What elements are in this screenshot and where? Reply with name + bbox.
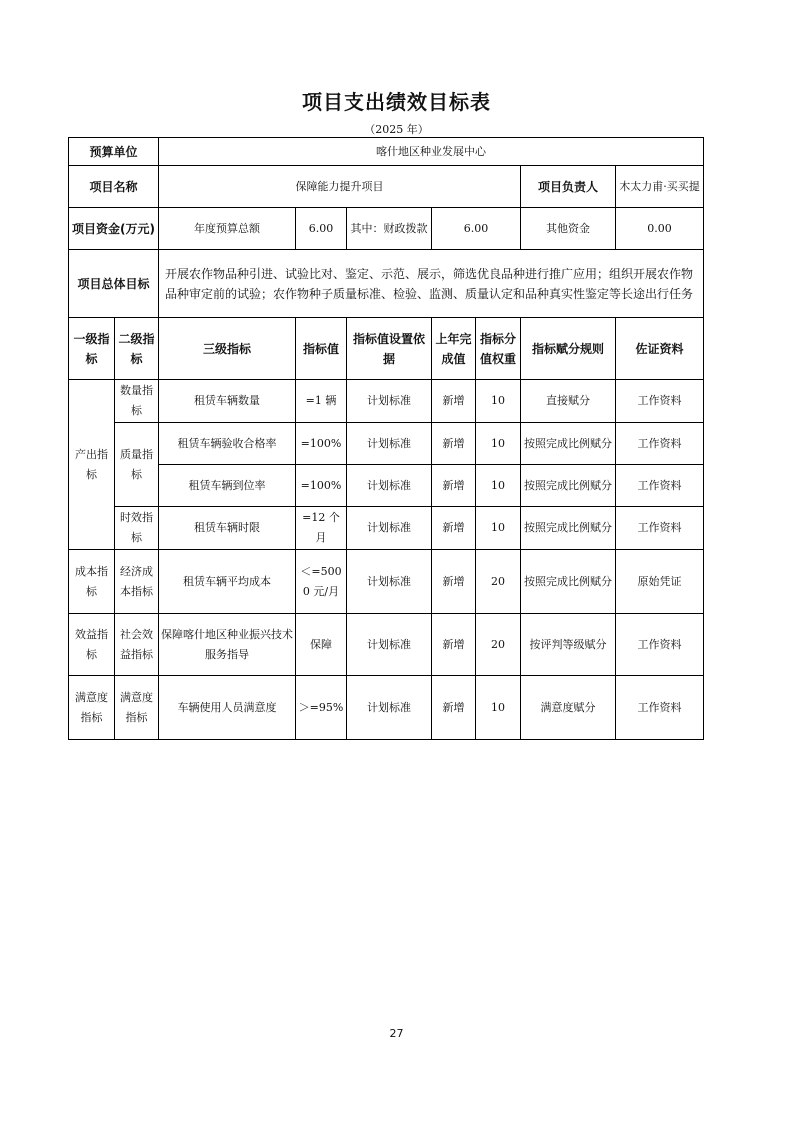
value-cell: ＞=95% [296, 676, 347, 740]
level3-cell: 租赁车辆验收合格率 [159, 423, 296, 465]
weight-cell: 10 [476, 507, 521, 550]
rule-cell: 满意度赋分 [521, 676, 616, 740]
annual-budget-value: 6.00 [296, 208, 347, 250]
level1-cost: 成本指标 [69, 550, 115, 614]
level2-timeliness: 时效指标 [115, 507, 159, 550]
basis-cell: 计划标准 [347, 465, 432, 507]
weight-cell: 10 [476, 465, 521, 507]
rule-cell: 直接赋分 [521, 380, 616, 423]
level1-output: 产出指标 [69, 380, 115, 550]
rule-cell: 按评判等级赋分 [521, 614, 616, 676]
fiscal-value: 6.00 [432, 208, 521, 250]
last-year-cell: 新增 [432, 465, 476, 507]
annual-budget-label: 年度预算总额 [159, 208, 296, 250]
evidence-cell: 原始凭证 [616, 550, 704, 614]
level3-cell: 车辆使用人员满意度 [159, 676, 296, 740]
fund-label: 项目资金(万元) [69, 208, 159, 250]
weight-cell: 10 [476, 423, 521, 465]
year-label: （2025 年） [364, 123, 429, 136]
level2-economic-cost: 经济成本指标 [115, 550, 159, 614]
header-level1: 一级指标 [69, 318, 115, 380]
value-cell: =12 个月 [296, 507, 347, 550]
goal-value: 开展农作物品种引进、试验比对、鉴定、示范、展示，筛选优良品种进行推广应用；组织开展农作物品种审定前的试验；农作物种子质量标准、检验、监测、质量认定和品种真实性鉴定等长途出行任务 [159, 250, 704, 318]
weight-cell: 20 [476, 550, 521, 614]
table-row [69, 550, 704, 614]
other-fund-label: 其他资金 [521, 208, 616, 250]
value-cell: =100% [296, 423, 347, 465]
evidence-cell: 工作资料 [616, 423, 704, 465]
rule-cell: 按照完成比例赋分 [521, 507, 616, 550]
budget-unit-value: 喀什地区种业发展中心 [159, 138, 704, 166]
page-title: 项目支出绩效目标表 [302, 90, 491, 114]
project-leader-label: 项目负责人 [521, 166, 616, 208]
last-year-cell: 新增 [432, 507, 476, 550]
last-year-cell: 新增 [432, 380, 476, 423]
header-value: 指标值 [296, 318, 347, 380]
basis-cell: 计划标准 [347, 507, 432, 550]
value-cell: =100% [296, 465, 347, 507]
value-cell: 保障 [296, 614, 347, 676]
level2-satisfaction: 满意度指标 [115, 676, 159, 740]
level3-cell: 租赁车辆数量 [159, 380, 296, 423]
value-cell: ＜=5000 元/月 [296, 550, 347, 614]
level1-satisfaction: 满意度指标 [69, 676, 115, 740]
evidence-cell: 工作资料 [616, 380, 704, 423]
project-name-value: 保障能力提升项目 [159, 166, 521, 208]
level3-cell: 保障喀什地区种业振兴技术服务指导 [159, 614, 296, 676]
budget-unit-label: 预算单位 [69, 138, 159, 166]
rule-cell: 按照完成比例赋分 [521, 465, 616, 507]
project-leader-value: 木太力甫·买买提 [616, 166, 704, 208]
last-year-cell: 新增 [432, 423, 476, 465]
table-row [69, 380, 704, 423]
level1-benefit: 效益指标 [69, 614, 115, 676]
project-fund-row [69, 208, 704, 250]
header-basis: 指标值设置依据 [347, 318, 432, 380]
weight-cell: 10 [476, 676, 521, 740]
header-level3: 三级指标 [159, 318, 296, 380]
project-name-row [69, 166, 704, 208]
level2-quality: 质量指标 [115, 423, 159, 507]
header-weight: 指标分值权重 [476, 318, 521, 380]
basis-cell: 计划标准 [347, 614, 432, 676]
header-evidence: 佐证资料 [616, 318, 704, 380]
basis-cell: 计划标准 [347, 676, 432, 740]
last-year-cell: 新增 [432, 676, 476, 740]
evidence-cell: 工作资料 [616, 465, 704, 507]
other-fund-value: 0.00 [616, 208, 704, 250]
evidence-cell: 工作资料 [616, 507, 704, 550]
table-row [69, 507, 704, 550]
rule-cell: 按照完成比例赋分 [521, 550, 616, 614]
indicator-header-row [69, 318, 704, 380]
level2-social-benefit: 社会效益指标 [115, 614, 159, 676]
last-year-cell: 新增 [432, 614, 476, 676]
evidence-cell: 工作资料 [616, 676, 704, 740]
table-row [69, 423, 704, 465]
fiscal-label: 其中：财政拨款 [347, 208, 432, 250]
evidence-cell: 工作资料 [616, 614, 704, 676]
performance-table [68, 137, 704, 740]
basis-cell: 计划标准 [347, 380, 432, 423]
table-row [69, 676, 704, 740]
basis-cell: 计划标准 [347, 423, 432, 465]
table-row [69, 465, 704, 507]
header-level2: 二级指标 [115, 318, 159, 380]
level3-cell: 租赁车辆到位率 [159, 465, 296, 507]
value-cell: =1 辆 [296, 380, 347, 423]
header-last-year: 上年完成值 [432, 318, 476, 380]
level3-cell: 租赁车辆平均成本 [159, 550, 296, 614]
budget-unit-row [69, 138, 704, 166]
weight-cell: 20 [476, 614, 521, 676]
last-year-cell: 新增 [432, 550, 476, 614]
page-number: 27 [389, 1027, 404, 1040]
level2-quantity: 数量指标 [115, 380, 159, 423]
rule-cell: 按照完成比例赋分 [521, 423, 616, 465]
table-row [69, 614, 704, 676]
basis-cell: 计划标准 [347, 550, 432, 614]
overall-goal-row [69, 250, 704, 318]
goal-label: 项目总体目标 [69, 250, 159, 318]
project-name-label: 项目名称 [69, 166, 159, 208]
header-rule: 指标赋分规则 [521, 318, 616, 380]
level3-cell: 租赁车辆时限 [159, 507, 296, 550]
weight-cell: 10 [476, 380, 521, 423]
